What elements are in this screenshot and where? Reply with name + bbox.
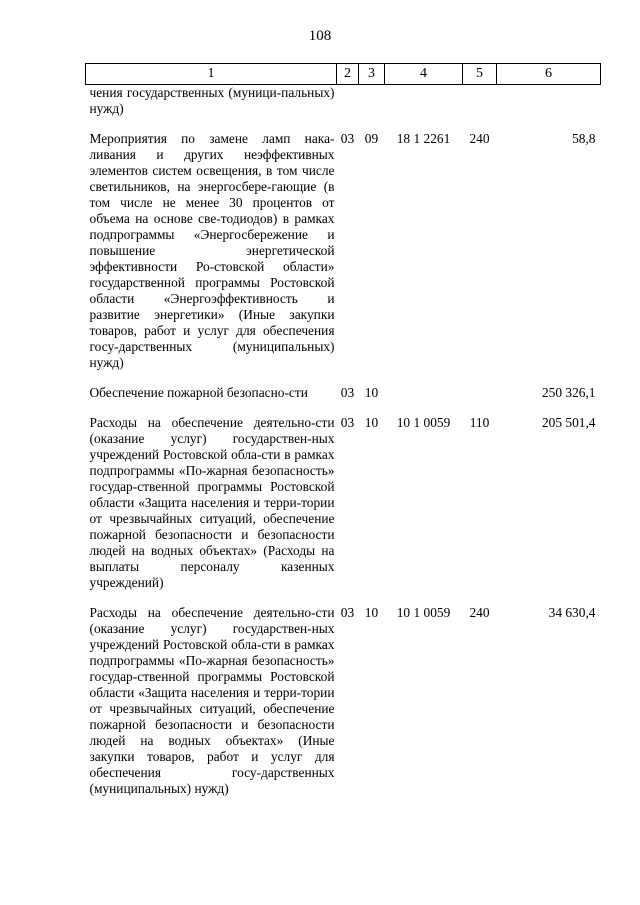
column-header-5: 5 bbox=[463, 64, 497, 85]
page-number: 108 bbox=[308, 28, 332, 44]
row-sum: 34 630,4 bbox=[548, 605, 596, 620]
row-csr: 18 1 2261 bbox=[396, 131, 451, 146]
row-sum: 205 501,4 bbox=[541, 415, 596, 430]
row-rz: 03 bbox=[340, 415, 355, 430]
column-header-4: 4 bbox=[385, 64, 463, 85]
row-vr: 240 bbox=[469, 605, 490, 620]
row-vr: 110 bbox=[469, 415, 490, 430]
table-row bbox=[86, 385, 601, 415]
row-rz: 03 bbox=[340, 385, 355, 400]
row-rz bbox=[337, 85, 359, 132]
table-row bbox=[86, 131, 601, 385]
budget-table bbox=[85, 63, 601, 797]
row-name: Расходы на обеспечение деятельно-сти (оказание услуг) государствен-ных учреждений Ростовской обла-сти в рамках подпрограммы «По-жарная безопасность» государ-ственной программы Ростовской области «Защита населения и терри-тории от чрезвычайных ситуаций, обеспечение пожарной безопасности и безопасности людей на водных объектах» (Иные закупки товаров, работ и услуг для обеспечения госу-дарственных (муниципальных) нужд) bbox=[89, 605, 335, 796]
row-name: Мероприятия по замене ламп нака-ливания и других неэффективных элементов систем освещения, в том числе светильников, на энергосбере-гающие (в том числе не менее 30 процентов от объема на основе све-тодиодов) в рамках подпрограммы «Энергосбережение и повышение энергетической эффективности Ро-стовской области» государственной программы Ростовской области «Энергоэффективность и развитие энергетики» (Иные закупки товаров, работ и услуг для обеспечения госу-дарственных (муниципальных) нужд) bbox=[89, 131, 335, 370]
row-name: Обеспечение пожарной безопасно-сти bbox=[89, 385, 308, 400]
row-csr: 10 1 0059 bbox=[396, 605, 451, 620]
row-pr: 10 bbox=[364, 415, 379, 430]
column-header-2: 2 bbox=[337, 64, 359, 85]
row-pr: 10 bbox=[364, 385, 379, 400]
row-sum bbox=[497, 85, 601, 132]
row-vr bbox=[463, 385, 497, 415]
row-name: чения государственных (муници-пальных) нужд) bbox=[89, 85, 335, 116]
table-row bbox=[86, 415, 601, 605]
row-csr: 10 1 0059 bbox=[396, 415, 451, 430]
row-pr: 10 bbox=[364, 605, 379, 620]
row-rz: 03 bbox=[340, 605, 355, 620]
row-pr: 09 bbox=[364, 131, 379, 146]
row-vr bbox=[463, 85, 497, 132]
row-sum: 58,8 bbox=[572, 131, 596, 146]
row-rz: 03 bbox=[340, 131, 355, 146]
row-name: Расходы на обеспечение деятельно-сти (оказание услуг) государствен-ных учреждений Ростовской обла-сти в рамках подпрограммы «По-жарная безопасность» государ-ственной программы Ростовской области «Защита населения и терри-тории от чрезвычайных ситуаций, обеспечение пожарной безопасности и безопасности людей на водных объектах» (Расходы на выплаты персоналу казенных учреждений) bbox=[89, 415, 335, 590]
row-sum: 250 326,1 bbox=[541, 385, 596, 400]
row-csr bbox=[385, 385, 463, 415]
row-vr: 240 bbox=[469, 131, 490, 146]
column-header-3: 3 bbox=[359, 64, 385, 85]
row-csr bbox=[385, 85, 463, 132]
column-header-6: 6 bbox=[497, 64, 601, 85]
table-header-row bbox=[86, 64, 601, 85]
row-pr bbox=[359, 85, 385, 132]
table-row bbox=[86, 605, 601, 797]
column-header-1: 1 bbox=[86, 64, 337, 85]
table-row bbox=[86, 85, 601, 132]
